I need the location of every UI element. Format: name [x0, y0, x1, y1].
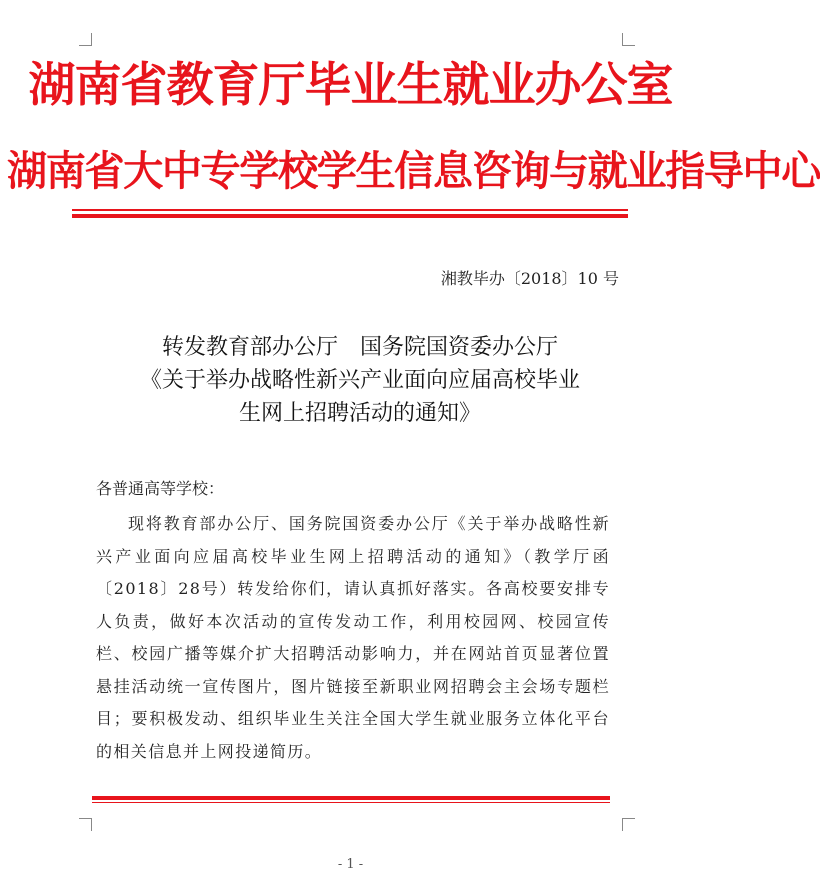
footer-red-rule-thin [92, 802, 610, 803]
crop-mark-top-right [622, 33, 635, 46]
document-title [95, 331, 625, 430]
title-line-2: 《关于举办战略性新兴产业面向应届高校毕业 [139, 368, 580, 393]
issuing-org-line-1: 湖南省教育厅毕业生就业办公室 [28, 58, 673, 113]
footer-red-rule-thick [92, 796, 610, 800]
header-red-rule-thin [72, 209, 628, 211]
document-number: 湘教毕办〔2018〕10 号 [440, 269, 619, 288]
crop-mark-bottom-right [622, 818, 635, 831]
body-paragraph: 现将教育部办公厅、国务院国资委办公厅《关于举办战略性新兴产业面向应届高校毕业生网上招聘活动的通知》（教学厅函〔2018〕28号）转发给你们，请认真抓好落实。各高校要安排专人负责，做好本次活动的宣传发动工作，利用校园网、校园宣传栏、校园广播等媒介扩大招聘活动影响力，并在网站首页显著位置悬挂活动统一宣传图片，图片链接至新职业网招聘会主会场专题栏目；要积极发动、组织毕业生关注全国大学生就业服务立体化平台的相关信息并上网投递简历。 [96, 514, 610, 761]
crop-mark-top-left [79, 33, 92, 46]
page-number: - 1 - [337, 857, 364, 872]
title-line-1: 转发教育部办公厅 国务院国资委办公厅 [161, 335, 558, 360]
salutation: 各普通高等学校： [96, 479, 225, 498]
header-red-rule-thick [72, 214, 628, 218]
crop-mark-bottom-left [79, 818, 92, 831]
issuing-org-line-2: 湖南省大中专学校学生信息咨询与就业指导中心 [7, 147, 820, 195]
title-line-3: 生网上招聘活动的通知》 [238, 401, 481, 426]
